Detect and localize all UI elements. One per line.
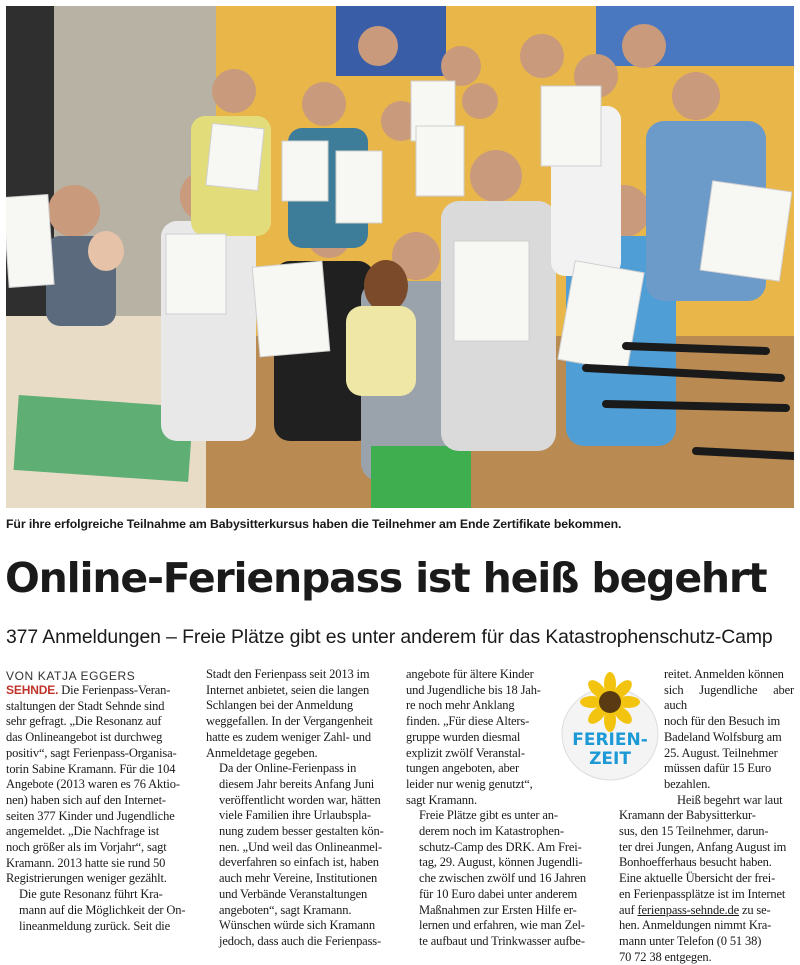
paragraph — [606, 871, 794, 965]
text-line: angeboten“, sagt Kramann. — [219, 902, 352, 917]
article-column-3 — [406, 667, 587, 950]
text-line: nen. „Und weil das Onlineanmel- — [219, 839, 383, 854]
text-line: Bonhoefferhaus besucht haben. — [619, 855, 772, 870]
text-line: auch mehr Vereine, Institutionen — [219, 871, 378, 886]
text-line: Internet anbietet, seien die langen — [206, 682, 370, 697]
paragraph — [406, 667, 584, 808]
text-line: gruppe wurden diesmal — [406, 729, 521, 744]
text-line: Stadt den Ferienpass seit 2013 im — [206, 667, 370, 681]
text-line: Die Ferienpass-Veran- — [61, 683, 171, 697]
text-line: deverfahren so einfach ist, haben — [219, 855, 379, 870]
text-line: müssen dafür 15 Euro — [664, 761, 772, 776]
article-column-2 — [206, 667, 394, 950]
logo-line-2: ZEIT — [589, 749, 631, 769]
text-line: diesem Jahr bereits Anfang Juni — [219, 776, 375, 791]
subheadline: 377 Anmeldungen – Freie Plätze gibt es unter anderem für das Katastrophenschutz-Camp — [6, 626, 773, 648]
dateline-kicker: SEHNDE. — [6, 683, 59, 697]
article-column-4 — [606, 667, 794, 965]
text-line: Eine aktuelle Übersicht der frei- — [619, 871, 776, 886]
text-line: Heiß begehrt war laut — [677, 792, 783, 807]
text-line: sich Jugendliche aber auch — [664, 682, 794, 713]
text-line: leider nur wenig genutzt“, — [406, 776, 533, 791]
text-line: ter drei Jungen, Anfang August im — [619, 839, 787, 854]
text-line — [606, 903, 794, 919]
paragraph — [606, 793, 794, 872]
text-line: noch größer als im Vorjahr“, sagt — [6, 840, 167, 855]
website-link[interactable]: ferienpass-sehnde.de — [637, 902, 739, 917]
text-line: schutz-Camp des DRK. Am Frei- — [419, 839, 582, 854]
text-line: nen) haben sich auf den Internet- — [6, 792, 166, 807]
text-line: reitet. Anmelden können — [664, 667, 784, 681]
text-line: 25. August. Teilnehmer — [664, 745, 778, 760]
link-prefix: auf — [619, 902, 635, 917]
text-line: Da der Online-Ferienpass in — [219, 761, 357, 776]
text-line: Kramann der Babysitterkur- — [619, 808, 756, 823]
text-line: mann unter Telefon (0 51 38) — [619, 933, 762, 948]
text-line: sagt Kramann. — [406, 792, 477, 807]
text-line: noch für den Besuch im — [664, 714, 781, 729]
paragraph — [406, 808, 602, 949]
byline: VON KATJA EGGERS — [6, 669, 136, 683]
text-line: angebote für ältere Kinder — [406, 667, 534, 681]
text-line: 70 72 38 entgegen. — [619, 949, 712, 964]
text-line: weggefallen. In der Vergangenheit — [206, 714, 373, 729]
paragraph — [6, 683, 194, 887]
text-line: Freie Plätze gibt es unter an- — [419, 808, 558, 823]
text-line: Anmeldetage gegeben. — [206, 745, 318, 760]
text-line: tag, 29. August, können Jugendli- — [419, 855, 583, 870]
text-line: mann auf die Möglichkeit der On- — [19, 902, 186, 917]
text-line: lineanmeldung zurück. Seit die — [19, 918, 171, 933]
text-line: jedoch, dass auch die Ferienpass- — [219, 933, 382, 948]
text-line: Angebote (2013 waren es 76 Aktio- — [6, 777, 180, 792]
text-line: staltungen der Stadt Sehnde sind — [6, 698, 165, 713]
text-line: und Jugendliche bis 18 Jah- — [406, 682, 541, 697]
photo-caption: Für ihre erfolgreiche Teilnahme am Babysitterkursus haben die Teilnehmer am Ende Zertifikate bekommen. — [6, 517, 622, 531]
text-line: lernen und erfahren, wie man Zel- — [419, 918, 585, 933]
group-photo-illustration — [6, 6, 794, 508]
text-line: Wünschen würde sich Kramann — [219, 918, 375, 933]
text-line: veröffentlicht worden war, hätten — [219, 792, 381, 807]
text-line: hatte es zudem weniger Zahl- und — [206, 729, 371, 744]
text-line: hen. Anmeldungen nimmt Kra- — [619, 918, 772, 933]
text-line: derem noch im Katastrophen- — [419, 824, 564, 839]
text-line: tungen angeboten, aber — [406, 761, 519, 776]
paragraph — [664, 667, 794, 793]
text-line: bezahlen. — [664, 776, 711, 791]
text-line: und Verbände Veranstaltungen — [219, 886, 368, 901]
text-line: sehr gefragt. „Die Resonanz auf — [6, 714, 162, 729]
text-line: Maßnahmen zur Ersten Hilfe er- — [419, 902, 577, 917]
text-line: explizit zwölf Veranstal- — [406, 745, 525, 760]
text-line: finden. „Für diese Alters- — [406, 714, 530, 729]
text-line: das Onlineangebot ist durchweg — [6, 730, 163, 745]
paragraph — [206, 667, 394, 761]
article-photo — [6, 6, 794, 508]
logo-line-1: FERIEN- — [572, 730, 648, 750]
text-line: für 10 Euro dabei unter anderem — [419, 886, 578, 901]
link-suffix: zu se- — [741, 902, 771, 917]
text-line: te aufbaut und Trinkwasser aufbe- — [419, 933, 585, 948]
text-line: sus, den 15 Teilnehmer, darun- — [619, 824, 769, 839]
text-line: Kramann. 2013 hatte sie rund 50 — [6, 855, 166, 870]
text-line: Registrierungen weniger gezählt. — [6, 871, 167, 886]
text-line: angemeldet. „Die Nachfrage ist — [6, 824, 160, 839]
text-line: seiten 377 Kinder und Jugendliche — [6, 808, 175, 823]
paragraph — [206, 918, 394, 949]
text-line: Schlangen bei der Anmeldung — [206, 698, 353, 713]
text-line: positiv“, sagt Ferienpass-Organisa- — [6, 745, 177, 760]
text-line: re noch mehr Anklang — [406, 698, 515, 713]
text-line: che zwischen zwölf und 16 Jahren — [419, 871, 587, 886]
paragraph — [206, 761, 394, 918]
text-line: nung zudem besser gestalten kön- — [219, 824, 384, 839]
paragraph — [6, 887, 194, 934]
text-line: viele Familien ihre Urlaubspla- — [219, 808, 371, 823]
text-line: torin Sabine Kramann. Für die 104 — [6, 761, 176, 776]
text-line: en Ferienpassplätze ist im Internet — [619, 886, 786, 901]
text-line: Badeland Wolfsburg am — [664, 729, 782, 744]
headline: Online-Ferienpass ist heiß begehrt — [5, 554, 767, 602]
article-column-1 — [6, 683, 194, 934]
text-line: Die gute Resonanz führt Kra- — [19, 887, 163, 902]
